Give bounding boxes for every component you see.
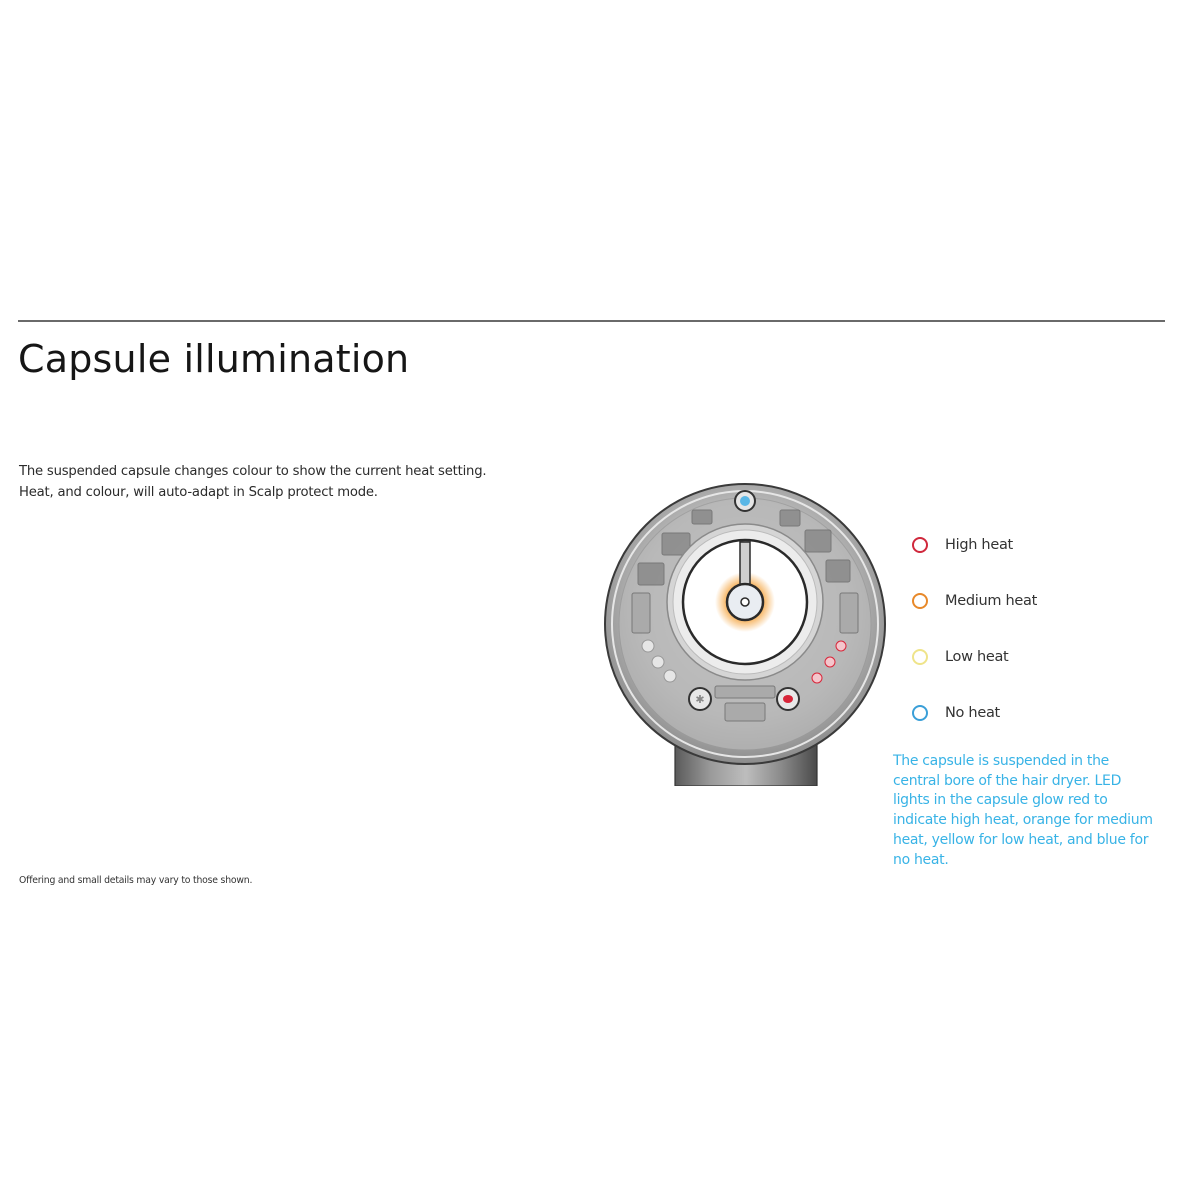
legend-label: Medium heat: [945, 593, 1037, 609]
ring-icon: [912, 649, 928, 665]
legend-item-no-heat: [912, 685, 1037, 741]
hair-dryer-illustration: [600, 478, 890, 786]
legend-label: Low heat: [945, 649, 1009, 665]
page-title: Capsule illumination: [18, 337, 410, 381]
intro-line: The suspended capsule changes colour to show the current heat setting.: [19, 464, 487, 479]
disclaimer: Offering and small details may vary to those shown.: [19, 875, 253, 886]
intro-line: Heat, and colour, will auto-adapt in Scalp protect mode.: [19, 485, 378, 500]
heat-legend: [912, 517, 1037, 741]
svg-text:✱: ✱: [695, 693, 705, 706]
legend-item-medium-heat: [912, 573, 1037, 629]
legend-item-low-heat: [912, 629, 1037, 685]
ring-icon: [912, 705, 928, 721]
ring-icon: [912, 593, 928, 609]
section-divider: [18, 320, 1165, 322]
intro-paragraph: [19, 461, 579, 503]
capsule-caption: The capsule is suspended in the central bore of the hair dryer. LED lights in the capsule glow red to indicate high heat, orange for medium heat, yellow for low heat, and blue for no heat.: [893, 753, 1153, 868]
legend-label: High heat: [945, 537, 1013, 553]
legend-item-high-heat: [912, 517, 1037, 573]
ring-icon: [912, 537, 928, 553]
legend-label: No heat: [945, 705, 1000, 721]
